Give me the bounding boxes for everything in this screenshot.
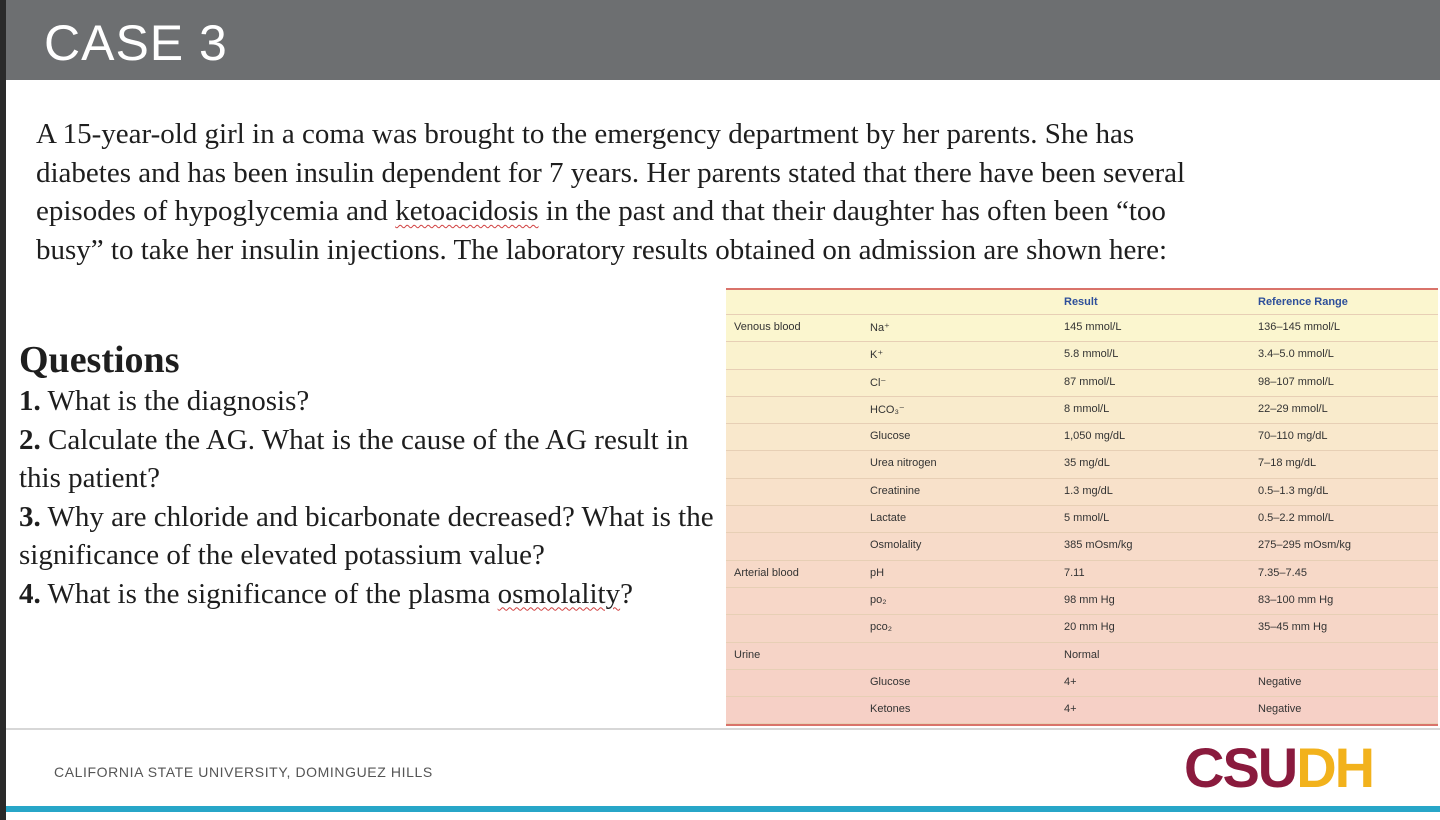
analyte-cell: Ketones xyxy=(870,703,911,716)
table-row xyxy=(726,643,1438,670)
result-cell: 5.8 mmol/L xyxy=(1064,348,1119,361)
analyte-cell: Urea nitrogen xyxy=(870,457,937,470)
question-4 xyxy=(19,575,719,614)
spellcheck-word: ketoacidosis xyxy=(395,195,539,227)
reference-cell: 83–100 mm Hg xyxy=(1258,593,1334,606)
table-row xyxy=(726,451,1438,478)
specimen-cell: Arterial blood xyxy=(734,566,799,579)
result-cell: 35 mg/dL xyxy=(1064,457,1110,470)
table-row xyxy=(726,697,1438,724)
result-cell: 87 mmol/L xyxy=(1064,375,1116,388)
reference-cell: 98–107 mmol/L xyxy=(1258,375,1334,388)
reference-cell: 0.5–2.2 mmol/L xyxy=(1258,512,1334,525)
analyte-cell: Cl⁻ xyxy=(870,376,887,389)
result-cell: 1.3 mg/dL xyxy=(1064,484,1113,497)
table-row xyxy=(726,670,1438,697)
table-row xyxy=(726,397,1438,424)
reference-cell: 7–18 mg/dL xyxy=(1258,457,1317,470)
table-row xyxy=(726,370,1438,397)
table-row xyxy=(726,588,1438,615)
question-text: ? xyxy=(620,577,633,610)
spellcheck-word: osmolality xyxy=(497,577,621,610)
intro-line: A 15-year-old girl in a coma was brought to the emergency department by her parents. She has xyxy=(36,118,1135,150)
intro-line xyxy=(36,192,1356,231)
reference-cell: Negative xyxy=(1258,703,1302,716)
reference-cell: Negative xyxy=(1258,675,1302,688)
analyte-cell: pH xyxy=(870,566,885,579)
reference-cell: 70–110 mg/dL xyxy=(1258,430,1328,443)
slide-title: CASE 3 xyxy=(44,15,228,71)
logo-part-csu: CSU xyxy=(1184,736,1297,799)
result-cell: 4+ xyxy=(1064,675,1077,688)
table-row xyxy=(726,615,1438,642)
question-number: 1. xyxy=(19,385,41,417)
slide xyxy=(6,0,1440,820)
result-cell: 20 mm Hg xyxy=(1064,621,1115,634)
analyte-cell: Osmolality xyxy=(870,539,922,552)
question-text: Why are chloride and bicarbonate decreased? What is the significance of the elevated potassium value? xyxy=(19,500,714,571)
question-number: 4. xyxy=(19,577,41,610)
reference-cell: 35–45 mm Hg xyxy=(1258,621,1328,634)
bottom-accent-bar xyxy=(6,806,1440,812)
reference-cell: 3.4–5.0 mmol/L xyxy=(1258,348,1334,361)
analyte-cell: K⁺ xyxy=(870,349,884,362)
question-3 xyxy=(19,498,719,575)
intro-text: in the past and that their daughter has often been “too xyxy=(538,195,1166,227)
analyte-cell: Creatinine xyxy=(870,484,921,497)
specimen-cell: Venous blood xyxy=(734,321,801,333)
header-reference-range: Reference Range xyxy=(1258,296,1348,308)
table-row xyxy=(726,424,1438,451)
result-cell: 5 mmol/L xyxy=(1064,512,1110,525)
intro-line: busy” to take her insulin injections. The laboratory results obtained on admission are shown here: xyxy=(36,233,1168,266)
result-cell: 98 mm Hg xyxy=(1064,593,1115,606)
analyte-cell: po₂ xyxy=(870,593,887,606)
result-cell: 8 mmol/L xyxy=(1064,402,1110,415)
result-cell: 145 mmol/L xyxy=(1064,321,1122,333)
title-bar xyxy=(6,0,1440,80)
table-row xyxy=(726,479,1438,506)
table-row xyxy=(726,506,1438,533)
questions-heading: Questions xyxy=(19,339,180,381)
analyte-cell: Glucose xyxy=(870,430,911,443)
university-name: CALIFORNIA STATE UNIVERSITY, DOMINGUEZ HILLS xyxy=(54,764,433,780)
question-2 xyxy=(19,421,719,498)
reference-cell: 7.35–7.45 xyxy=(1258,566,1307,579)
intro-text: episodes of hypoglycemia and xyxy=(36,195,396,227)
lab-results-table xyxy=(726,288,1438,726)
question-text: What is the significance of the plasma xyxy=(40,577,498,610)
analyte-cell: Lactate xyxy=(870,512,907,525)
csudh-logo xyxy=(1184,738,1373,798)
question-1 xyxy=(19,382,719,421)
question-text: What is the diagnosis? xyxy=(40,385,310,417)
footer-divider xyxy=(6,728,1440,730)
table-row xyxy=(726,315,1438,342)
questions-block xyxy=(19,338,719,613)
case-description xyxy=(36,115,1356,269)
question-number: 3. xyxy=(19,500,41,533)
reference-cell: 136–145 mmol/L xyxy=(1258,321,1340,333)
result-cell: 385 mOsm/kg xyxy=(1064,539,1133,552)
question-text: Calculate the AG. What is the cause of the AG result in this patient? xyxy=(19,423,689,494)
result-cell: 4+ xyxy=(1064,703,1077,716)
table-row xyxy=(726,342,1438,369)
analyte-cell: Na⁺ xyxy=(870,322,890,334)
question-number: 2. xyxy=(19,423,41,456)
analyte-cell: pco₂ xyxy=(870,621,893,634)
header-result: Result xyxy=(1064,296,1098,308)
intro-line: diabetes and has been insulin dependent for 7 years. Her parents stated that there have been several xyxy=(36,156,1186,189)
result-cell: 1,050 mg/dL xyxy=(1064,430,1126,443)
analyte-cell: Glucose xyxy=(870,675,911,688)
reference-cell: 22–29 mmol/L xyxy=(1258,402,1328,415)
table-header-row xyxy=(726,290,1438,315)
table-row xyxy=(726,561,1438,588)
result-cell: Normal xyxy=(1064,648,1100,661)
reference-cell: 275–295 mOsm/kg xyxy=(1258,539,1351,552)
table-row xyxy=(726,533,1438,560)
reference-cell: 0.5–1.3 mg/dL xyxy=(1258,484,1329,497)
analyte-cell: HCO₃⁻ xyxy=(870,403,905,416)
logo-part-dh: DH xyxy=(1296,736,1374,799)
result-cell: 7.11 xyxy=(1064,566,1085,579)
specimen-cell: Urine xyxy=(734,648,761,661)
